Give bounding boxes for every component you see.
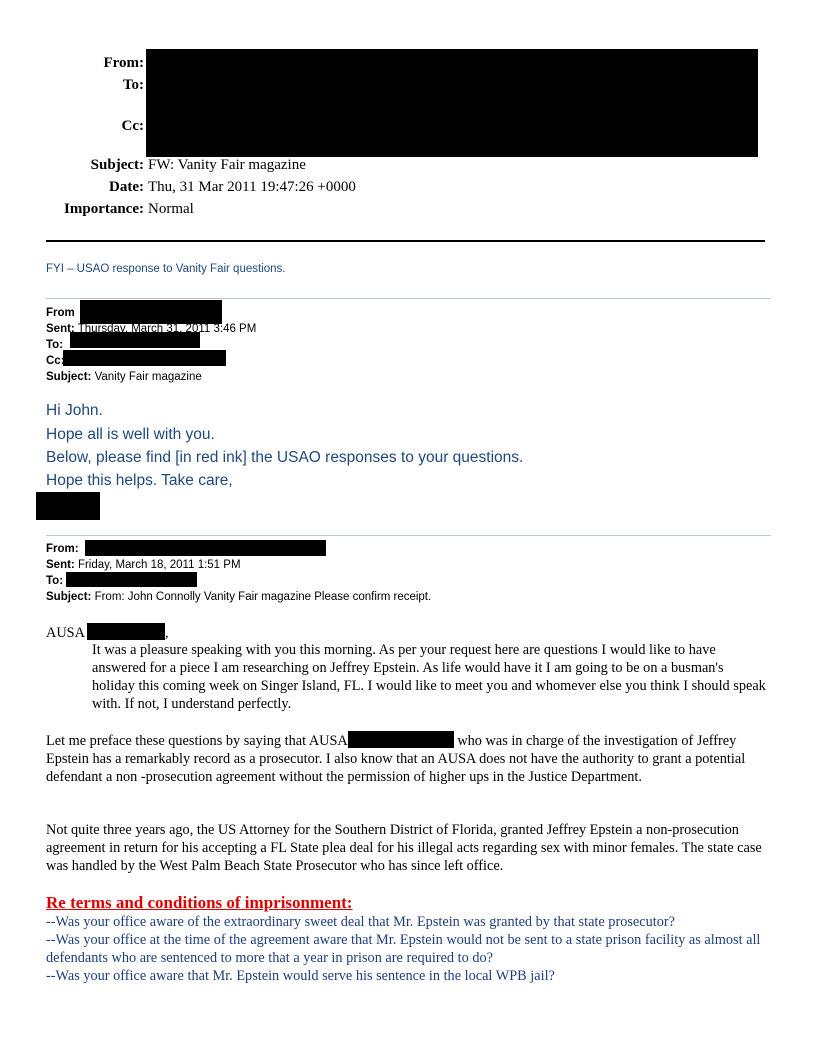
paragraph-1: It was a pleasure speaking with you this morning. As per your request here are questions I would like to have answered for a piece I am researching on Jeffrey Epstein. As life would have it I am going to be on a busman's holiday this coming week on Singer Island, FL. I would like to meet you and whomever else you think I should speak with. If not, I understand perfectly.: [92, 642, 766, 712]
reply-line-2: Hope all is well with you.: [46, 426, 215, 443]
forward1-sent-value: Thursday, March 31, 2011 3:46 PM: [77, 323, 257, 335]
section-heading: Re terms and conditions of imprisonment:: [46, 893, 353, 912]
forward1-subject-value: Vanity Fair magazine: [94, 371, 202, 383]
forward2-sent-label: Sent:: [46, 559, 75, 571]
redaction-signature: [36, 492, 100, 520]
question-2: --Was your office at the time of the agreement aware that Mr. Epstein would not be sent to a state prison facility as almost all defendants who are sentenced to more that a year in prison are required to do?: [46, 932, 761, 966]
date-value: Thu, 31 Mar 2011 19:47:26 +0000: [148, 179, 356, 195]
paragraph-2: [46, 731, 766, 786]
forward-divider-2: [46, 535, 771, 536]
header-divider: [46, 240, 765, 242]
question-3: --Was your office aware that Mr. Epstein would serve his sentence in the local WPB jail?: [46, 968, 555, 984]
importance-label: Importance:: [64, 201, 144, 217]
forward1-cc-label: Cc:: [46, 355, 65, 367]
forward2-to-line: [46, 573, 63, 589]
forward1-sent-label: Sent:: [46, 323, 75, 335]
forward1-from-line: [46, 305, 75, 321]
forward2-to-label: To:: [46, 575, 64, 587]
salutation-comma: ,: [164, 625, 169, 641]
subject-label: Subject:: [90, 157, 144, 173]
forward2-subject-line: [46, 589, 431, 605]
forward2-subject-value: From: John Connolly Vanity Fair magazine Please confirm receipt.: [94, 591, 432, 603]
forward2-from-label: From:: [46, 543, 79, 555]
paragraph-3: Not quite three years ago, the US Attorney for the Southern District of Florida, granted Jeffrey Epstein a non-prosecution agreement in return for his accepting a FL State plea deal for his illegal acts regarding sex with minor females. The state case was handled by the West Palm Beach State Prosecutor who has since left office.: [46, 822, 762, 874]
from-label: From:: [103, 55, 144, 71]
forward1-to-line: [46, 337, 63, 353]
importance-value: Normal: [148, 201, 194, 217]
paragraph-2-start: Let me preface these questions by saying that AUSA: [46, 733, 348, 749]
forward1-sent-line: [46, 321, 256, 337]
salutation: [46, 623, 766, 642]
redaction-cc-1: [63, 350, 226, 366]
forward2-sent-value: Friday, March 18, 2011 1:51 PM: [77, 559, 241, 571]
forward1-cc-line: [46, 353, 65, 369]
reply-line-4: Hope this helps. Take care,: [46, 472, 233, 489]
forward2-subject-label: Subject:: [46, 591, 92, 603]
forward1-from-label: From: [46, 307, 75, 319]
salutation-text: AUSA: [46, 625, 85, 641]
redaction-ausa-name: [348, 731, 454, 748]
date-label: Date:: [109, 179, 144, 195]
cc-label: Cc:: [121, 118, 144, 134]
forward1-subject-line: [46, 369, 202, 385]
redaction-salutation-name: [87, 623, 165, 640]
reply-line-1: Hi John.: [46, 402, 103, 419]
forward2-sent-line: [46, 557, 241, 573]
subject-value: FW: Vanity Fair magazine: [148, 157, 306, 173]
forward2-from-line: [46, 541, 79, 557]
to-label: To:: [122, 77, 144, 93]
forward1-subject-label: Subject:: [46, 371, 92, 383]
redaction-to-2: [66, 572, 197, 587]
redaction-from-2: [85, 540, 326, 556]
paragraph-2-rest: who was in charge of the investigation of Jeffrey Epstein has a remarkably record as a prosecutor. I also know that an AUSA does not have the authority to grant a potential defendant a non -prosecution agreement without the permission of higher ups in the Justice Department.: [46, 733, 746, 785]
forward1-to-label: To:: [46, 339, 64, 351]
reply-line-3: Below, please find [in red ink] the USAO responses to your questions.: [46, 449, 524, 466]
forward-divider-1: [46, 298, 771, 299]
fyi-line: FYI – USAO response to Vanity Fair questions.: [46, 263, 286, 275]
question-1: --Was your office aware of the extraordinary sweet deal that Mr. Epstein was granted by that state prosecutor?: [46, 914, 675, 930]
redaction-header-block: [146, 49, 758, 157]
